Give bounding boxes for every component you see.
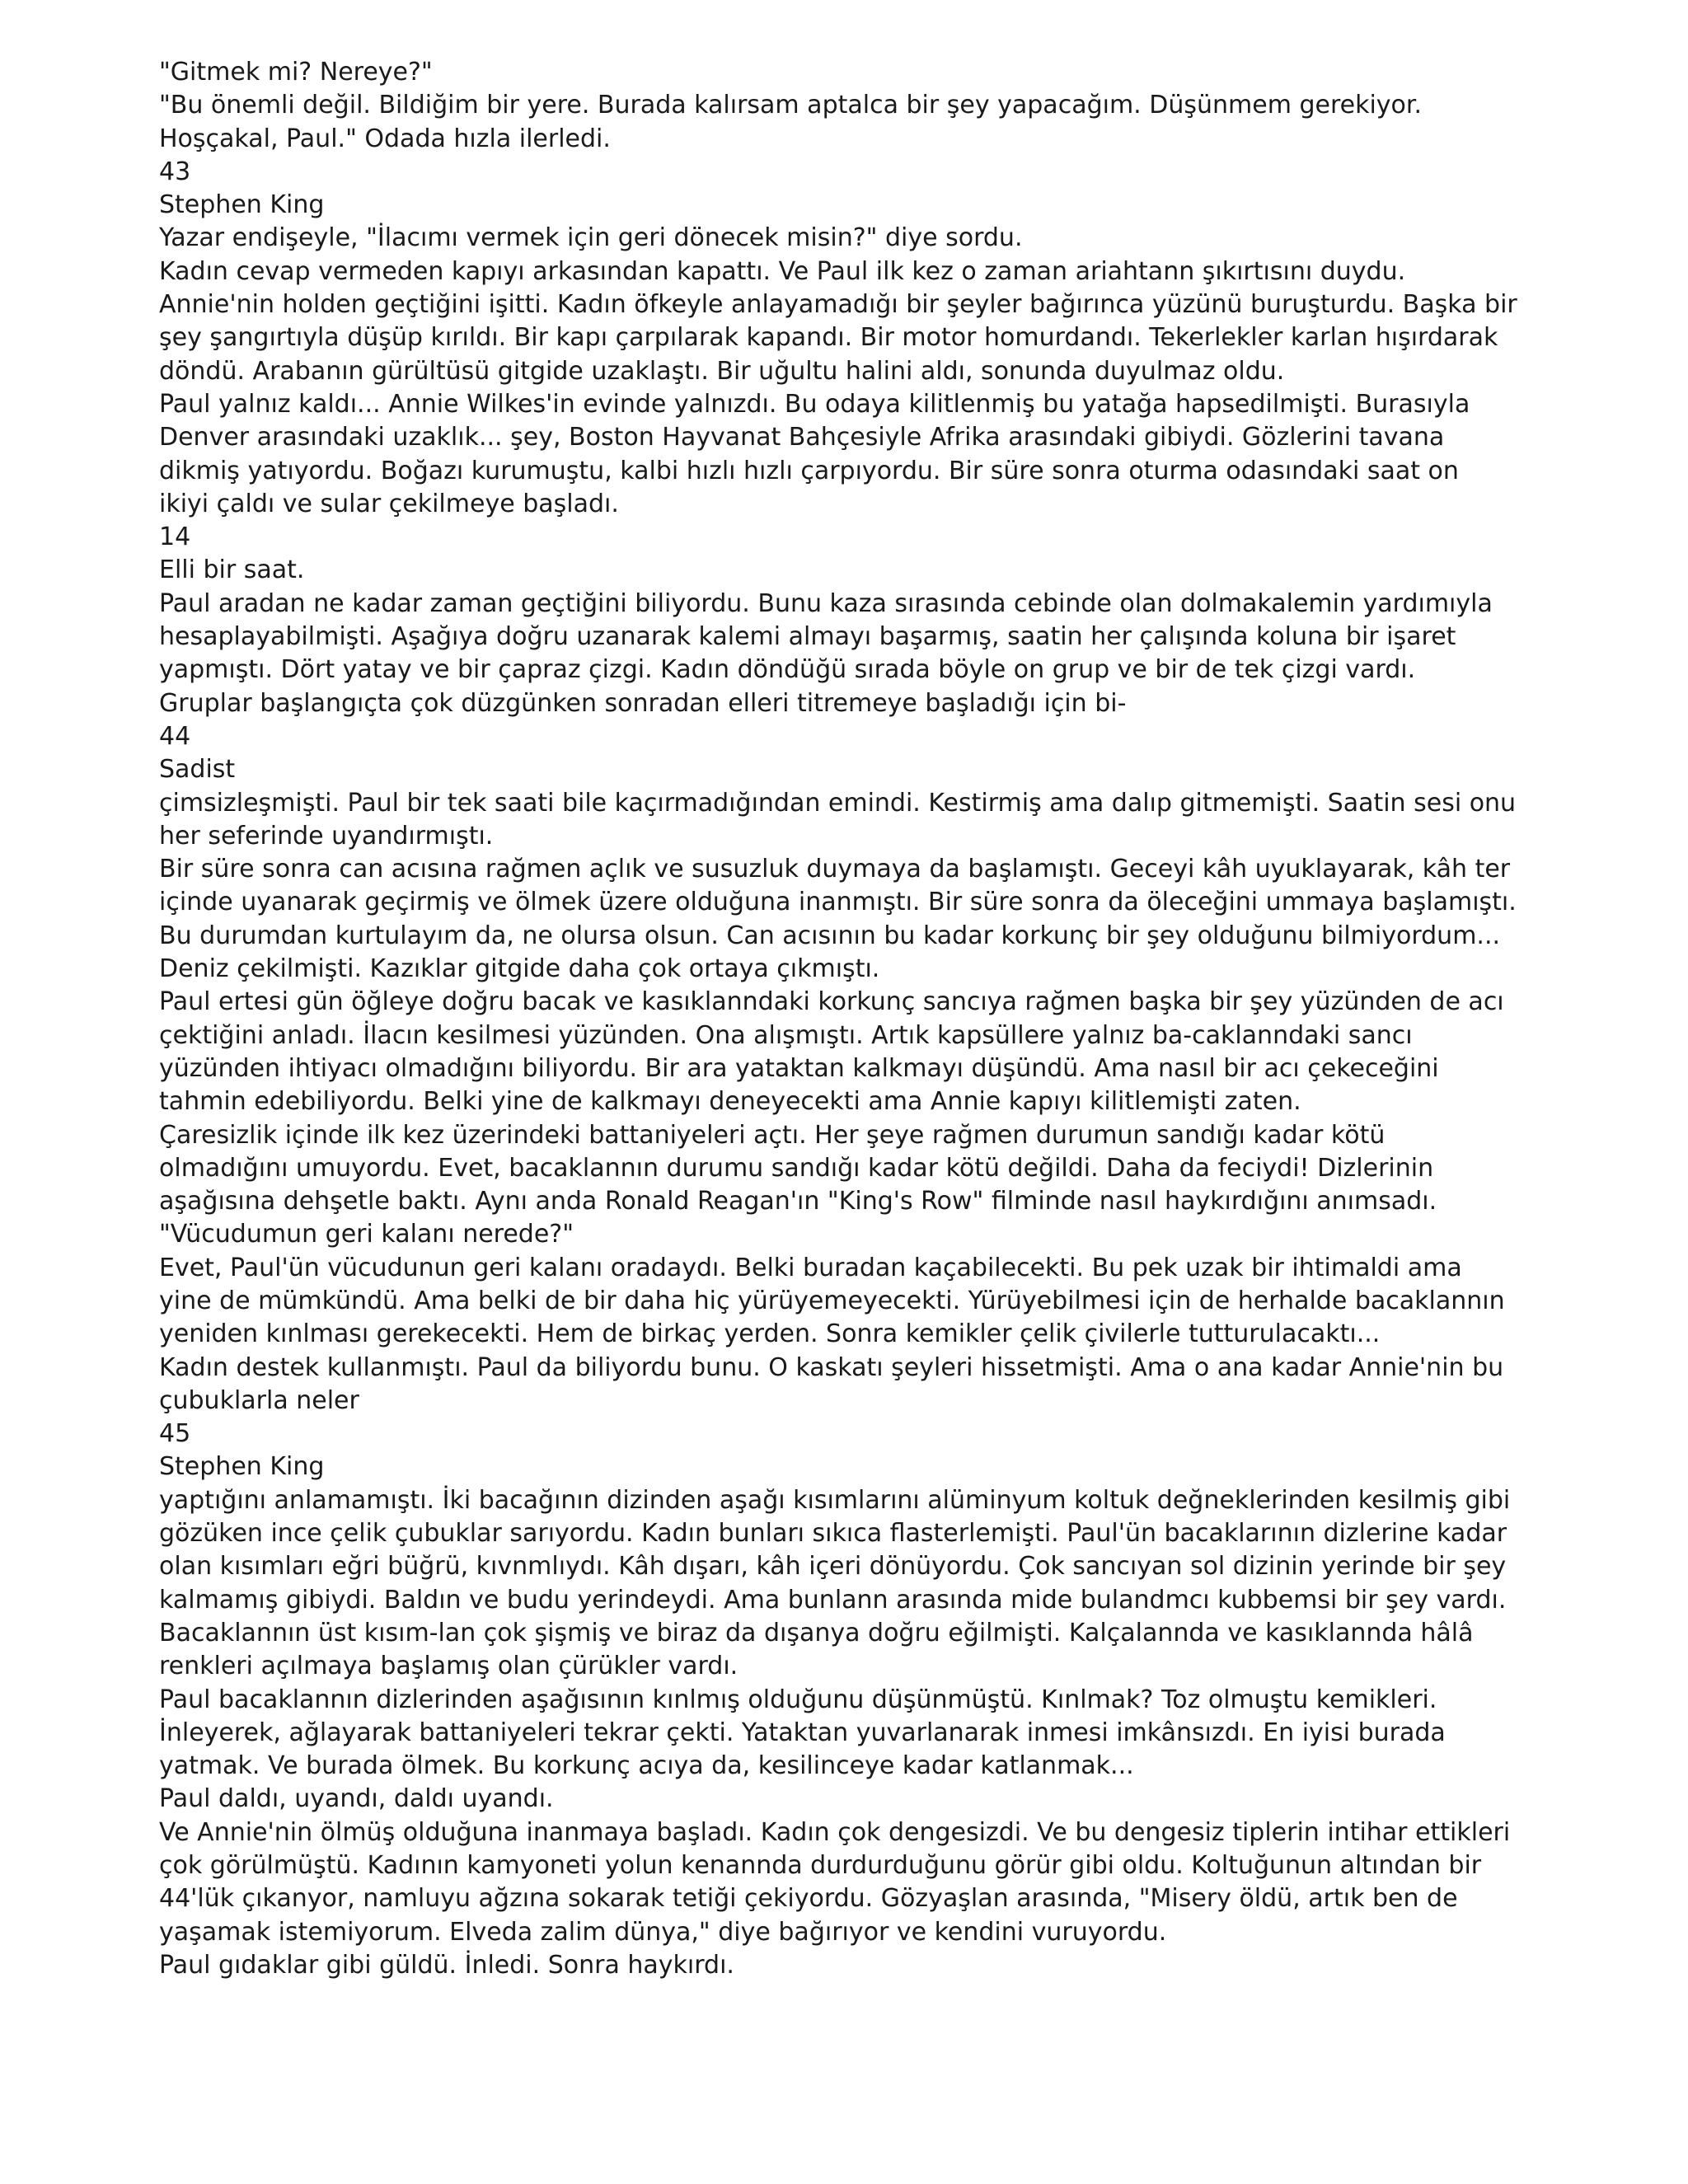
text-line: Gruplar başlangıçta çok düzgünken sonradan elleri titremeye başladığı için bi- [159, 688, 1127, 718]
text-line: Stephen King [159, 190, 325, 220]
text-line: yüzünden ihtiyacı olmadığını biliyordu. Bir ara yataktan kalkmayı düşündü. Ama nasıl bir acı çekeceğini [159, 1053, 1439, 1083]
text-line: "Bu önemli değil. Bildiğim bir yere. Burada kalırsam aptalca bir şey yapacağım. Düşünmem gerekiyor. [159, 91, 1423, 120]
text-line: 43 [159, 157, 191, 186]
text-line: Bacaklannın üst kısım-lan çok şişmiş ve biraz da dışanya doğru eğilmişti. Kalçalannda ve kasıklannda hâlâ [159, 1618, 1474, 1647]
text-line: Stephen King [159, 1452, 325, 1482]
text-line: Çaresizlik içinde ilk kez üzerindeki battaniyeleri açtı. Her şeye rağmen durumun sandığı kadar kötü [159, 1120, 1386, 1150]
text-line: çok görülmüştü. Kadının kamyoneti yolun kenannda durdurduğunu görür gibi oldu. Koltuğunun altından bir [159, 1851, 1482, 1881]
text-line: şey şangırtıyla düşüp kırıldı. Bir kapı çarpılarak kapandı. Bir motor homurdandı. Tekerlekler karlan hışırdarak [159, 323, 1498, 353]
text-line: yeniden kınlması gerekecekti. Hem de birkaç yerden. Sonra kemikler çelik çivilerle tutturulacaktı... [159, 1319, 1381, 1349]
text-line: 14 [159, 523, 191, 552]
text-line: Paul aradan ne kadar zaman geçtiğini biliyordu. Bunu kaza sırasında cebinde olan dolmakalemin yardımıyla [159, 588, 1493, 618]
text-line: Denver arasındaki uzaklık... şey, Boston Hayvanat Bahçesiyle Afrika arasındaki gibiydi. Gözlerini tavana [159, 423, 1445, 452]
text-line: Yazar endişeyle, "İlacımı vermek için geri dönecek misin?" diye sordu. [159, 223, 1023, 253]
text-line: Paul gıdaklar gibi güldü. İnledi. Sonra haykırdı. [159, 1950, 734, 1980]
text-line: Ve Annie'nin ölmüş olduğuna inanmaya başladı. Kadın çok dengesizdi. Ve bu dengesiz tiplerin intihar ettikleri [159, 1817, 1511, 1847]
text-line: çimsizleşmişti. Paul bir tek saati bile kaçırmadığından emindi. Kestirmiş ama dalıp gitmemişti. Saatin sesi onu [159, 788, 1517, 818]
text-line: "Gitmek mi? Nereye?" [159, 58, 433, 87]
text-line: Paul yalnız kaldı... Annie Wilkes'in evinde yalnızdı. Bu odaya kilitlenmiş bu yatağa hapsedilmişti. Burasıyla [159, 389, 1470, 419]
text-line: gözüken ince çelik çubuklar sarıyordu. Kadın bunları sıkıca flasterlemişti. Paul'ün bacaklarının dizlerine kadar [159, 1519, 1507, 1549]
text-line: 44'lük çıkanyor, namluyu ağzına sokarak tetiği çekiyordu. Gözyaşlan arasında, "Misery öldü, artık ben de [159, 1884, 1458, 1914]
text-line: Sadist [159, 755, 236, 785]
text-line: yaptığını anlamamıştı. İki bacağının dizinden aşağı kısımlarını alüminyum koltuk değneklerinden kesilmiş gibi [159, 1485, 1511, 1515]
text-line: 45 [159, 1419, 191, 1449]
text-line: İnleyerek, ağlayarak battaniyeleri tekrar çekti. Yataktan yuvarlanarak inmesi imkânsızdı. En iyisi burada [159, 1718, 1446, 1747]
text-line: aşağısına dehşetle baktı. Aynı anda Ronald Reagan'ın "King's Row" filminde nasıl haykırdığını anımsadı. [159, 1187, 1437, 1216]
text-line: renkleri açılmaya başlamış olan çürükler vardı. [159, 1652, 738, 1681]
text-line: Bu durumdan kurtulayım da, ne olursa olsun. Can acısının bu kadar korkunç bir şey olduğunu bilmiyordum... [159, 921, 1501, 950]
text-line: tahmin edebiliyordu. Belki yine de kalkmayı deneyecekti ama Annie kapıyı kilitlemişti zaten. [159, 1087, 1301, 1117]
text-line: 44 [159, 721, 191, 751]
text-line: "Vücudumun geri kalanı nerede?" [159, 1220, 574, 1249]
text-line: Deniz çekilmişti. Kazıklar gitgide daha çok ortaya çıkmıştı. [159, 954, 880, 984]
text-line: içinde uyanarak geçirmiş ve ölmek üzere olduğuna inanmıştı. Bir süre sonra da öleceğini ummaya başlamıştı. [159, 888, 1517, 917]
document-page [159, 56, 1527, 1982]
text-line: Paul daldı, uyandı, daldı uyandı. [159, 1784, 554, 1814]
text-line: yaşamak istemiyorum. Elveda zalim dünya," diye bağırıyor ve kendini vuruyordu. [159, 1917, 1167, 1947]
text-line: Elli bir saat. [159, 555, 305, 585]
text-line: Kadın destek kullanmıştı. Paul da biliyordu bunu. O kaskatı şeyleri hissetmişti. Ama o ana kadar Annie'nin bu [159, 1352, 1504, 1382]
text-line: döndü. Arabanın gürültüsü gitgide uzaklaştı. Bir uğultu halini aldı, sonunda duyulmaz oldu. [159, 356, 1285, 386]
text-line: çubuklarla neler [159, 1385, 359, 1415]
text-line: Paul ertesi gün öğleye doğru bacak ve kasıklanndaki korkunç sancıya rağmen başka bir şey yüzünden de acı [159, 987, 1504, 1017]
text-line: yapmıştı. Dört yatay ve bir çapraz çizgi. Kadın döndüğü sırada böyle on grup ve bir de tek çizgi vardı. [159, 655, 1416, 685]
text-line: Paul bacaklannın dizlerinden aşağısının kınlmış olduğunu düşünmüştü. Kınlmak? Toz olmuştu kemikleri. [159, 1685, 1437, 1714]
text-line: her seferinde uyandırmıştı. [159, 821, 494, 851]
text-line: yatmak. Ve burada ölmek. Bu korkunç acıya da, kesilinceye kadar katlanmak... [159, 1751, 1134, 1781]
text-line: kalmamış gibiydi. Baldın ve budu yerindeydi. Ama bunlann arasında mide bulandmcı kubbemsi bir şey vardı. [159, 1585, 1507, 1615]
text-line: Evet, Paul'ün vücudunun geri kalanı oradaydı. Belki buradan kaçabilecekti. Bu pek uzak bir ihtimaldi ama [159, 1253, 1462, 1282]
text-line: yine de mümkündü. Ama belki de bir daha hiç yürüyemeyecekti. Yürüyebilmesi için de herhalde bacaklannın [159, 1286, 1505, 1315]
text-line: Bir süre sonra can acısına rağmen açlık ve susuzluk duymaya da başlamıştı. Geceyi kâh uyuklayarak, kâh ter [159, 855, 1511, 884]
text-line: olmadığını umuyordu. Evet, bacaklannın durumu sandığı kadar kötü değildi. Daha da feciydi! Dizlerinin [159, 1153, 1434, 1183]
text-line: olan kısımları eğri büğrü, kıvnmlıydı. Kâh dışarı, kâh içeri dönüyordu. Çok sancıyan sol dizinin yerinde bir şey [159, 1552, 1507, 1582]
text-line: hesaplayabilmişti. Aşağıya doğru uzanarak kalemi almayı başarmış, saatin her çalışında koluna bir işaret [159, 622, 1456, 652]
text-line: ikiyi çaldı ve sular çekilmeye başladı. [159, 489, 619, 518]
text-line: dikmiş yatıyordu. Boğazı kurumuştu, kalbi hızlı hızlı çarpıyordu. Bir süre sonra oturma odasındaki saat on [159, 456, 1459, 485]
text-line: Kadın cevap vermeden kapıyı arkasından kapattı. Ve Paul ilk kez o zaman ariahtann şıkırtısını duydu. [159, 256, 1406, 286]
text-line: Hoşçakal, Paul." Odada hızla ilerledi. [159, 124, 611, 153]
text-line: çektiğini anladı. İlacın kesilmesi yüzünden. Ona alışmıştı. Artık kapsüllere yalnız ba-caklanndaki sancı [159, 1020, 1413, 1050]
text-line: Annie'nin holden geçtiğini işitti. Kadın öfkeyle anlayamadığı bir şeyler bağırınca yüzünü buruşturdu. Başka bir [159, 290, 1517, 320]
